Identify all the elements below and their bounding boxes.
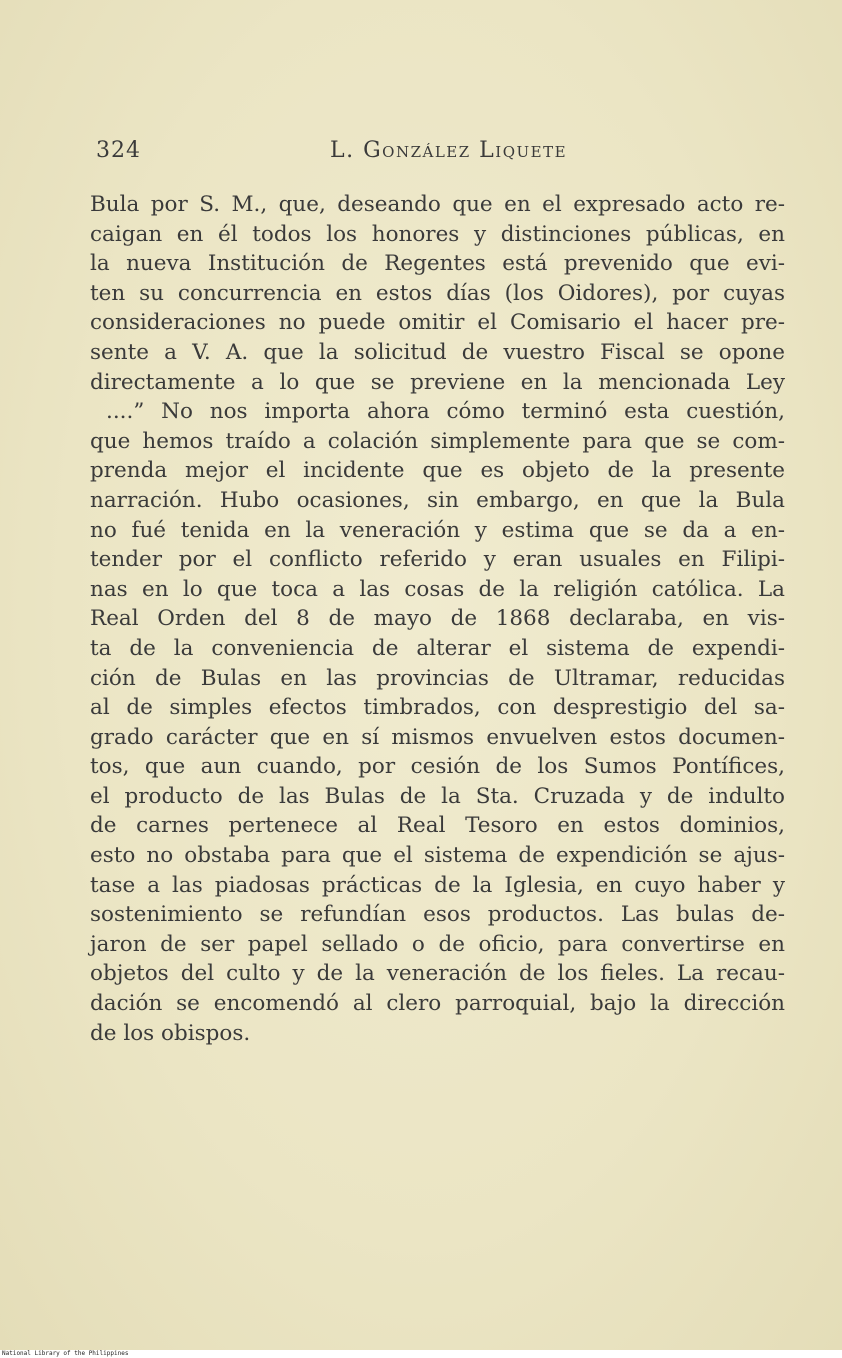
text-line: consideraciones no puede omitir el Comisario el hacer pre-: [90, 310, 785, 336]
text-line: prenda mejor el incidente que es objeto de la presente: [90, 458, 785, 484]
text-line: no fué tenida en la veneración y estima que se da a en-: [90, 517, 785, 543]
text-line: tender por el conflicto referido y eran usuales en Filipi-: [90, 547, 785, 573]
text-line: sostenimiento se refundían esos productos. Las bulas de-: [90, 902, 785, 928]
text-line: ción de Bulas en las provincias de Ultramar, reducidas: [90, 665, 785, 691]
text-line: tase a las piadosas prácticas de la Iglesia, en cuyo haber y: [90, 872, 785, 898]
running-head: L. González Liquete: [330, 138, 568, 163]
text-line: Bula por S. M., que, deseando que en el expresado acto re-: [90, 192, 785, 217]
text-line: nas en lo que toca a las cosas de la religión católica. La: [90, 576, 785, 602]
text-line: ....” No nos importa ahora cómo terminó esta cuestión,: [106, 399, 785, 425]
page-header: [96, 138, 786, 168]
library-footer: National Library of the Philippines: [0, 1350, 842, 1358]
text-line: sente a V. A. que la solicitud de vuestro Fiscal se opone: [90, 339, 785, 365]
body-text: [90, 190, 785, 1048]
text-line: caigan en él todos los honores y distinciones públicas, en: [90, 221, 785, 247]
text-line: esto no obstaba para que el sistema de expendición se ajus-: [90, 843, 785, 869]
text-line: de carnes pertenece al Real Tesoro en estos dominios,: [90, 813, 785, 839]
text-line: grado carácter que en sí mismos envuelven estos documen-: [90, 724, 785, 750]
text-line: jaron de ser papel sellado o de oficio, para convertirse en: [90, 931, 785, 957]
text-line: objetos del culto y de la veneración de los fieles. La recau-: [90, 961, 785, 987]
text-line: ta de la conveniencia de alterar el sistema de expendi-: [90, 635, 785, 661]
text-line: la nueva Institución de Regentes está prevenido que evi-: [90, 251, 785, 277]
text-line: que hemos traído a colación simplemente para que se com-: [90, 428, 785, 454]
text-line: tos, que aun cuando, por cesión de los Sumos Pontífices,: [90, 754, 785, 780]
text-line: de los obispos.: [90, 1020, 251, 1046]
text-line: directamente a lo que se previene en la mencionada Ley: [90, 369, 785, 395]
text-line: al de simples efectos timbrados, con desprestigio del sa-: [90, 695, 785, 721]
text-line: narración. Hubo ocasiones, sin embargo, en que la Bula: [90, 487, 785, 513]
text-line: Real Orden del 8 de mayo de 1868 declaraba, en vis-: [90, 606, 785, 632]
text-line: ten su concurrencia en estos días (los Oidores), por cuyas: [90, 280, 785, 306]
text-line: dación se encomendó al clero parroquial, bajo la dirección: [90, 991, 785, 1017]
page-number: 324: [96, 138, 141, 163]
text-line: el producto de las Bulas de la Sta. Cruzada y de indulto: [90, 783, 785, 809]
